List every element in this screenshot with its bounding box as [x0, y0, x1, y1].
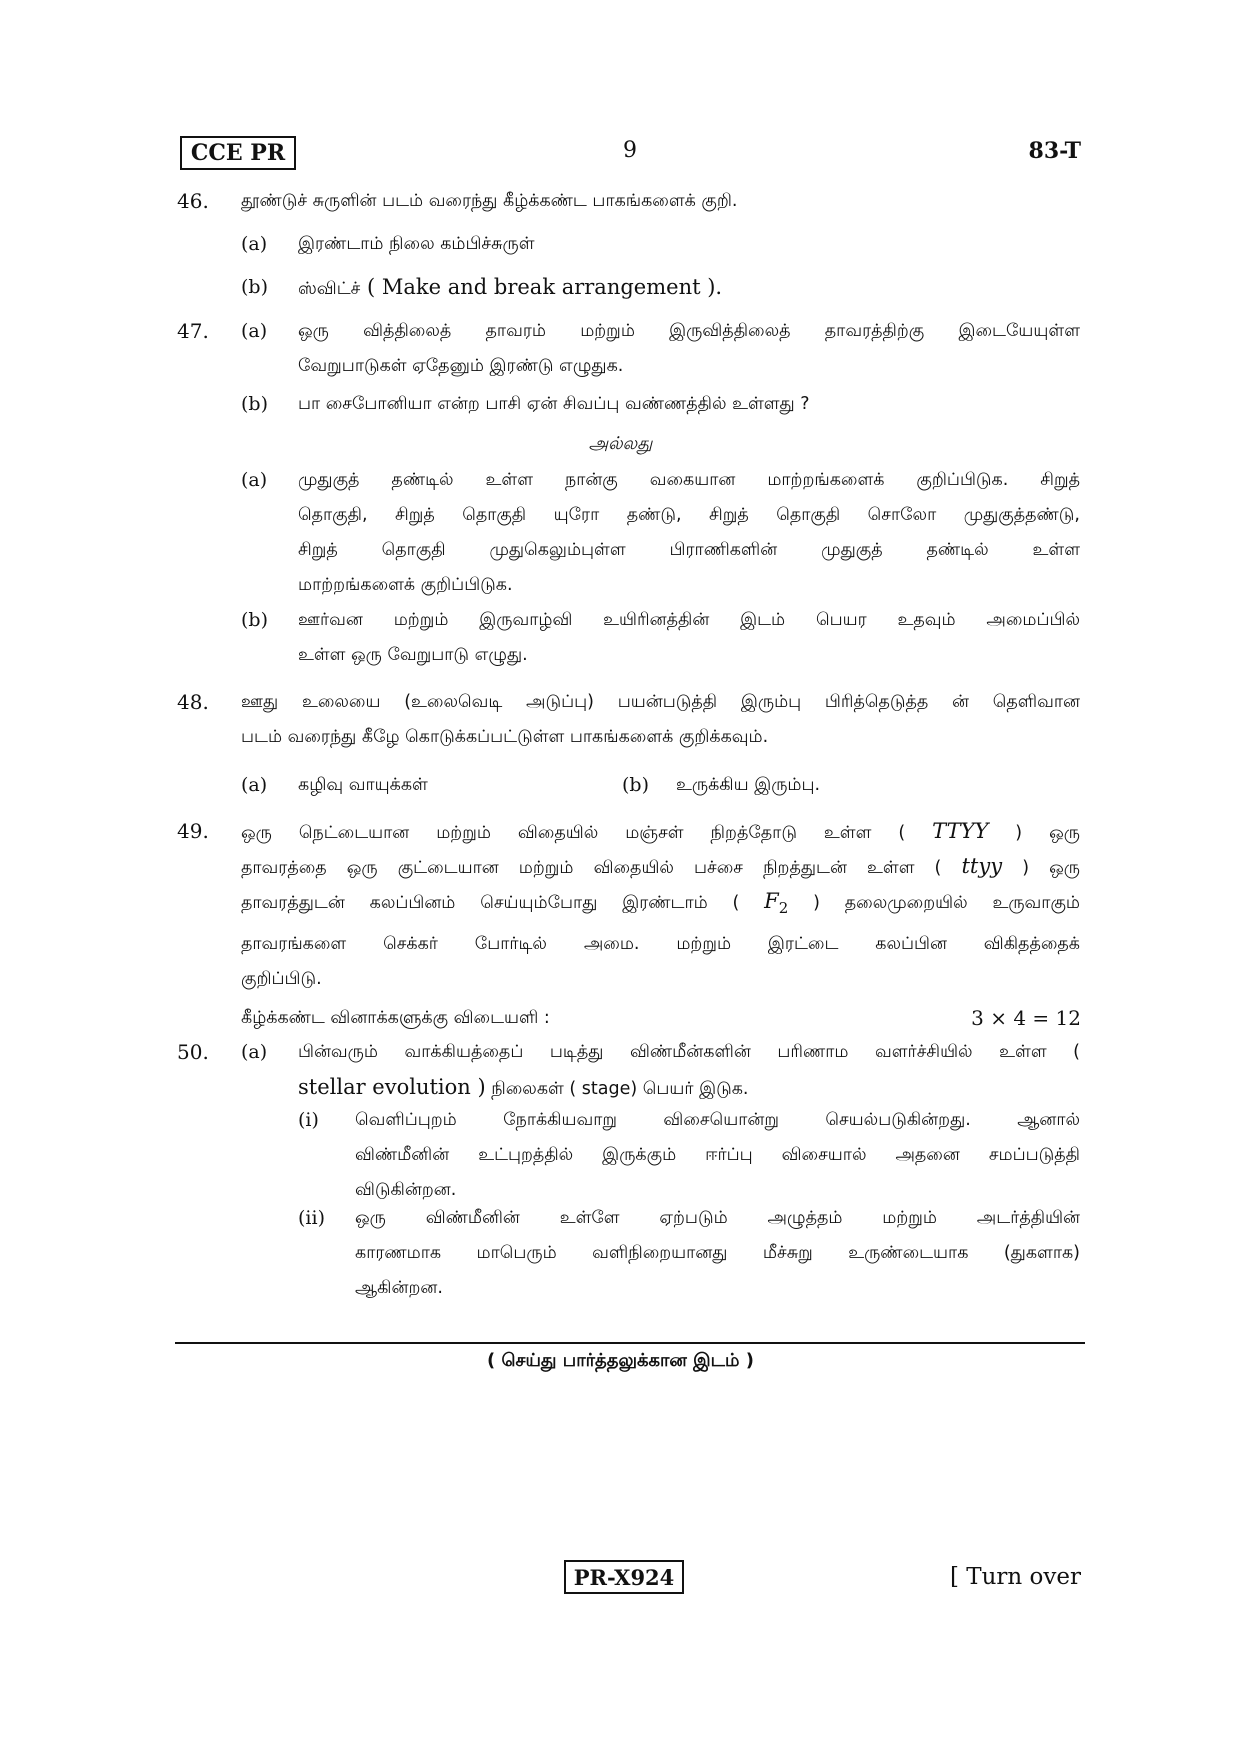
rough-work-label: ( செய்து பார்த்தலுக்கான இடம் ) [487, 1350, 754, 1371]
q49-var-f2 [764, 889, 789, 918]
q48-a-text: கழிவு வாயுக்கள் [298, 775, 428, 795]
q50-i-line3: விடுகின்றன. [355, 1180, 457, 1200]
q49-text [241, 814, 1080, 919]
or-separator: அல்லது [588, 434, 653, 454]
q47-b-text: பா சைபோனியா என்ற பாசி ஏன் சிவப்பு வண்ணத்தில் உள்ளது ? [298, 394, 810, 414]
q48-number: 48. [177, 690, 209, 714]
q50-i-text [355, 1103, 1080, 1208]
q47-a-line2: வேறுபாடுகள் ஏதேனும் இரண்டு எழுதுக. [298, 356, 624, 376]
section-instruction: கீழ்க்கண்ட வினாக்களுக்கு விடையளி : [241, 1008, 550, 1028]
q47-alt-b-line1: ஊர்வன மற்றும் இருவாழ்வி உயிரினத்தின் இடம் பெயர உதவும் அமைப்பில் [298, 610, 1080, 630]
q49-line5: குறிப்பிடு. [241, 969, 322, 989]
q50-number: 50. [177, 1040, 209, 1064]
q49-line1 [241, 814, 1080, 849]
q46-b-text-ta: ஸ்விட்ச் [298, 279, 361, 299]
turn-over-label: [ Turn over [949, 1564, 1081, 1590]
q48-text [241, 685, 1080, 755]
q50-a-line2 [298, 1070, 1080, 1105]
q50-i-line1: வெளிப்புறம் நோக்கியவாறு விசையொன்று செயல்படுகின்றது. ஆனால் [355, 1110, 1080, 1130]
q50-a-line2-ta: நிலைகள் ( stage) பெயர் இடுக. [485, 1079, 749, 1099]
q49-line1-post: ) ஒரு [1015, 823, 1080, 843]
q47-b-label: (b) [241, 393, 268, 415]
q50-i-label: (i) [298, 1109, 319, 1131]
q46-b-text [298, 270, 722, 306]
q47-alt-a-line1: முதுகுத் தண்டில் உள்ள நான்கு வகையான மாற்றங்களைக் குறிப்பிடுக. சிறுத் [298, 470, 1080, 490]
footer-code-box: PR-X924 [564, 1560, 684, 1594]
q46-text: தூண்டுச் சுருளின் படம் வரைந்து கீழ்க்கண்ட பாகங்களைக் குறி. [241, 191, 738, 211]
q48-b-label: (b) [622, 774, 649, 796]
q47-a-text [298, 314, 1080, 384]
q47-alt-b-label: (b) [241, 609, 268, 631]
q46-a-text: இரண்டாம் நிலை கம்பிச்சுருள் [298, 234, 535, 254]
q47-alt-b-line2: உள்ள ஒரு வேறுபாடு எழுது. [298, 645, 528, 665]
q49-var-ttyy-upper: TTYY [932, 819, 989, 843]
q49-line3 [241, 884, 1080, 919]
q48-a-label: (a) [241, 774, 268, 796]
q48-line1: ஊது உலையை (உலைவெடி அடுப்பு) பயன்படுத்தி இரும்பு பிரித்தெடுத்த ன் தெளிவான [241, 692, 1080, 712]
section-marks: 3 × 4 = 12 [971, 1006, 1081, 1030]
q49-line3-post: ) தலைமுறையில் உருவாகும் [813, 893, 1080, 913]
q50-a-label: (a) [241, 1041, 268, 1063]
q46-a-label: (a) [241, 233, 268, 255]
q50-a-text [298, 1035, 1080, 1105]
q50-a-line2-en: stellar evolution ) [298, 1075, 486, 1099]
q48-line2: படம் வரைந்து கீழே கொடுக்கப்பட்டுள்ள பாகங்களைக் குறிக்கவும். [241, 727, 769, 747]
rough-work-divider [175, 1342, 1085, 1344]
paper-code: 83-T [1028, 138, 1081, 164]
header-code-box: CCE PR [180, 136, 296, 170]
q50-i-line2: விண்மீனின் உட்புறத்தில் இருக்கும் ஈர்ப்பு விசையால் அதனை சமப்படுத்தி [355, 1145, 1080, 1165]
q46-number: 46. [177, 189, 209, 213]
q49-text-cont [241, 927, 1080, 997]
q49-var-ttyy-lower: ttyy [961, 854, 1003, 878]
q50-a-line1: பின்வரும் வாக்கியத்தைப் படித்து விண்மீன்களின் பரிணாம வளர்ச்சியில் உள்ள ( [298, 1042, 1080, 1062]
q49-line1-pre: ஒரு நெட்டையான மற்றும் விதையில் மஞ்சள் நிறத்தோடு உள்ள ( [241, 823, 906, 843]
q47-alt-a-label: (a) [241, 469, 268, 491]
q50-ii-text [355, 1201, 1080, 1306]
q47-alt-a-line3: சிறுத் தொகுதி முதுகெலும்புள்ள பிராணிகளின் முதுகுத் தண்டில் உள்ள [298, 540, 1080, 560]
q49-var-f: F [764, 889, 779, 913]
q46-b-label: (b) [241, 276, 268, 298]
q49-line2-post: ) ஒரு [1022, 858, 1080, 878]
q47-alt-a-line4: மாற்றங்களைக் குறிப்பிடுக. [298, 575, 513, 595]
q50-ii-line3: ஆகின்றன. [355, 1278, 443, 1298]
q47-alt-b-text [298, 603, 1080, 673]
q50-ii-label: (ii) [298, 1207, 325, 1229]
q50-ii-line1: ஒரு விண்மீனின் உள்ளே ஏற்படும் அழுத்தம் மற்றும் அடர்த்தியின் [355, 1208, 1080, 1228]
q47-a-line1: ஒரு வித்திலைத் தாவரம் மற்றும் இருவித்திலைத் தாவரத்திற்கு இடையேயுள்ள [298, 321, 1080, 341]
q49-line2 [241, 849, 1080, 884]
q49-line4: தாவரங்களை செக்கர் போர்டில் அமை. மற்றும் இரட்டை கலப்பின விகிதத்தைக் [241, 934, 1080, 954]
q47-alt-a-line2: தொகுதி, சிறுத் தொகுதி யுரோ தண்டு, சிறுத் தொகுதி சொலோ முதுகுத்தண்டு, [298, 505, 1080, 525]
q49-var-f-subscript: 2 [778, 899, 789, 918]
q47-a-label: (a) [241, 320, 268, 342]
q47-number: 47. [177, 319, 209, 343]
q47-alt-a-text [298, 463, 1080, 603]
q49-line2-pre: தாவரத்தை ஒரு குட்டையான மற்றும் விதையில் பச்சை நிறத்துடன் உள்ள ( [241, 858, 942, 878]
page-number: 9 [623, 138, 637, 163]
q46-b-text-en: ( Make and break arrangement ). [360, 275, 723, 299]
q48-b-text: உருக்கிய இரும்பு. [676, 775, 821, 795]
q50-ii-line2: காரணமாக மாபெரும் வளிநிறையானது மீச்சுறு உருண்டையாக (துகளாக) [355, 1243, 1080, 1263]
q49-line3-pre: தாவரத்துடன் கலப்பினம் செய்யும்போது இரண்டாம் ( [241, 893, 740, 913]
q49-number: 49. [177, 819, 209, 843]
